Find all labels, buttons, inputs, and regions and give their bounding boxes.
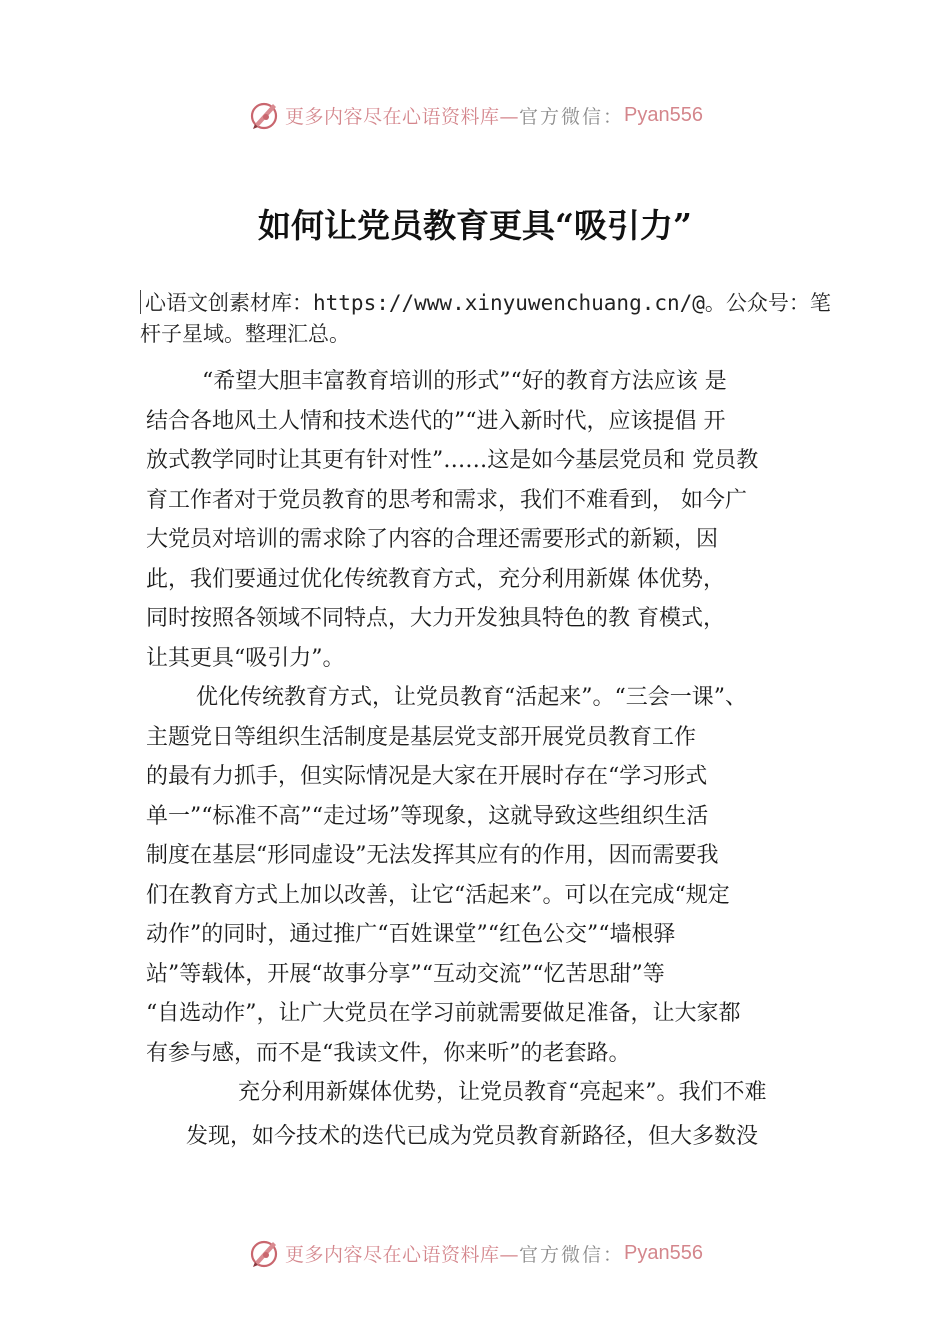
body-line: 动作”的同时，通过推广“百姓课堂”“红色公交”“墙根驿 <box>146 922 676 947</box>
body-line: 优化传统教育方式，让党员教育“活起来”。“三会一课”、 <box>196 685 747 710</box>
banner-wechat-label: 官方微信： <box>519 105 625 128</box>
body-line: 主题党日等组织生活制度是基层党支部开展党员教育工作 <box>146 725 697 750</box>
body-line: 让其更具“吸引力”。 <box>146 646 345 671</box>
header-banner <box>0 95 950 135</box>
body-line: 此，我们要通过优化传统教育方式，充分利用新媒 体优势， <box>146 567 725 592</box>
body-line: 同时按照各领域不同特点，大力开发独具特色的教 育模式， <box>146 606 725 631</box>
footer-banner <box>0 1233 950 1273</box>
text-cursor <box>140 290 141 314</box>
body-line: 结合各地风土人情和技术迭代的”“进入新时代，应该提倡 开 <box>146 409 726 434</box>
article-title: 如何让党员教育更具“吸引力” <box>258 206 692 245</box>
pen-logo-icon <box>247 1236 281 1270</box>
banner-slogan: 更多内容尽在心语资料库— <box>285 105 520 128</box>
body-line: 站”等载体，开展“故事分享”“互动交流”“忆苦思甜”等 <box>146 962 665 987</box>
body-line: 的最有力抓手，但实际情况是大家在开展时存在“学习形式 <box>146 764 708 789</box>
body-line: 放式教学同时让其更有针对性”……这是如今基层党员和 党员教 <box>146 448 759 473</box>
body-line: 大党员对培训的需求除了内容的合理还需要形式的新颖，因 <box>146 527 719 552</box>
banner-wechat-id: Pyan556 <box>624 103 703 126</box>
source-note <box>140 288 840 350</box>
body-line: 有参与感，而不是“我读文件，你来听”的老套路。 <box>146 1041 631 1066</box>
banner-wechat-label: 官方微信： <box>519 1243 625 1266</box>
body-line: 充分利用新媒体优势，让党员教育“亮起来”。我们不难 <box>238 1080 767 1105</box>
banner-slogan: 更多内容尽在心语资料库— <box>285 1243 520 1266</box>
body-line: 发现，如今技术的迭代已成为党员教育新路径，但大多数没 <box>186 1124 759 1149</box>
body-line: 单一”“标准不高”“走过场”等现象，这就导致这些组织生活 <box>146 804 709 829</box>
body-line: 育工作者对于党员教育的思考和需求，我们不难看到， 如今广 <box>146 488 747 513</box>
body-line: 制度在基层“形同虚设”无法发挥其应有的作用，因而需要我 <box>146 843 719 868</box>
body-line: 们在教育方式上加以改善，让它“活起来”。可以在完成“规定 <box>146 883 730 908</box>
source-note-text: 心语文创素材库：https://www.xinyuwenchuang.cn/@。公众号：笔杆子星域。整理汇总。 <box>140 291 831 346</box>
pen-logo-icon <box>247 98 281 132</box>
body-line: “希望大胆丰富教育培训的形式”“好的教育方法应该 是 <box>202 369 727 394</box>
body-line: “自选动作”，让广大党员在学习前就需要做足准备，让大家都 <box>146 1001 741 1026</box>
banner-wechat-id: Pyan556 <box>624 1241 703 1264</box>
